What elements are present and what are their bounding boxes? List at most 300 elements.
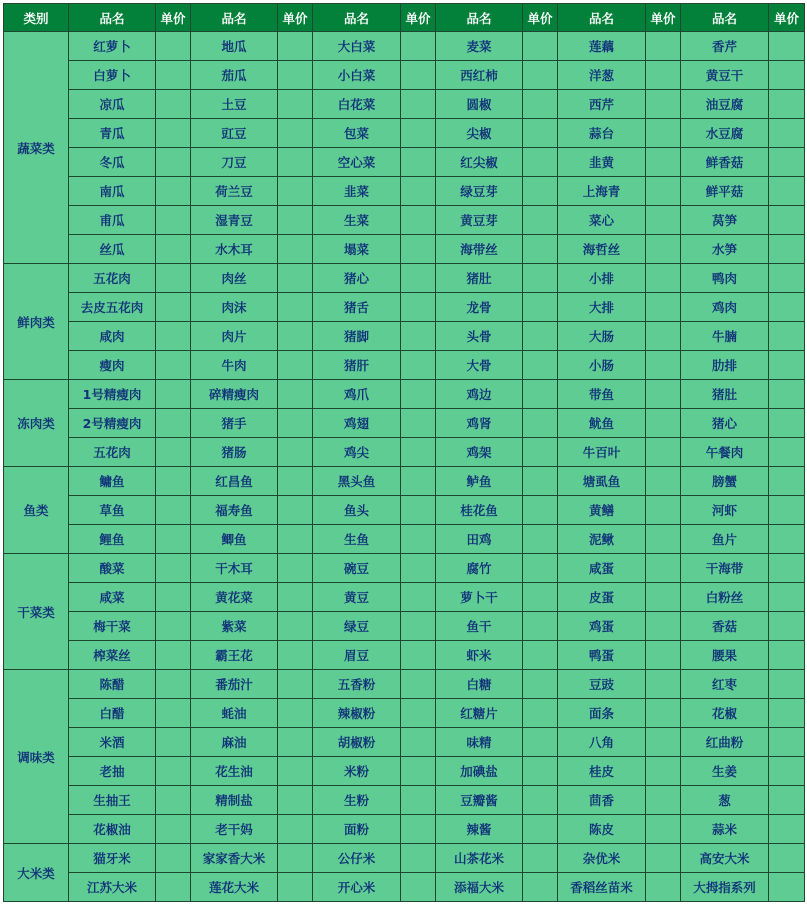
unit-price-cell xyxy=(769,438,805,467)
unit-price-cell xyxy=(156,757,191,786)
item-name-cell: 蒜米 xyxy=(681,815,769,844)
unit-price-cell xyxy=(278,206,313,235)
unit-price-cell xyxy=(523,264,558,293)
unit-price-cell xyxy=(646,757,681,786)
unit-price-cell xyxy=(278,61,313,90)
item-name-cell: 上海青 xyxy=(558,177,646,206)
item-name-cell: 鸭肉 xyxy=(681,264,769,293)
item-name-cell: 2号精瘦肉 xyxy=(69,409,156,438)
item-name-cell: 白糖 xyxy=(436,670,523,699)
item-name-cell: 皮蛋 xyxy=(558,583,646,612)
item-name-cell: 肉片 xyxy=(191,322,278,351)
table-row xyxy=(4,670,805,699)
item-name-cell: 韭菜 xyxy=(313,177,401,206)
unit-price-cell xyxy=(156,699,191,728)
unit-price-cell xyxy=(646,61,681,90)
unit-price-cell xyxy=(769,351,805,380)
item-name-cell: 梅干菜 xyxy=(69,612,156,641)
item-name-cell: 塘虱鱼 xyxy=(558,467,646,496)
item-name-cell: 鲤鱼 xyxy=(69,525,156,554)
item-name-cell: 红曲粉 xyxy=(681,728,769,757)
unit-price-cell xyxy=(523,815,558,844)
unit-price-cell xyxy=(278,235,313,264)
name-header: 品名 xyxy=(681,4,769,32)
item-name-cell: 老干妈 xyxy=(191,815,278,844)
unit-price-cell xyxy=(156,873,191,902)
unit-price-cell xyxy=(156,380,191,409)
item-name-cell: 猪脚 xyxy=(313,322,401,351)
unit-price-cell xyxy=(156,438,191,467)
unit-price-cell xyxy=(523,873,558,902)
unit-price-cell xyxy=(278,612,313,641)
table-row xyxy=(4,409,805,438)
name-header: 品名 xyxy=(313,4,401,32)
unit-price-cell xyxy=(401,554,436,583)
unit-price-cell xyxy=(646,119,681,148)
item-name-cell: 黄花菜 xyxy=(191,583,278,612)
item-name-cell: 家家香大米 xyxy=(191,844,278,873)
unit-price-cell xyxy=(401,583,436,612)
unit-price-cell xyxy=(523,583,558,612)
item-name-cell: 牛百叶 xyxy=(558,438,646,467)
unit-price-cell xyxy=(769,786,805,815)
unit-price-cell xyxy=(278,380,313,409)
item-name-cell: 开心米 xyxy=(313,873,401,902)
unit-price-cell xyxy=(769,235,805,264)
item-name-cell: 鱿鱼 xyxy=(558,409,646,438)
unit-price-cell xyxy=(156,206,191,235)
item-name-cell: 番茄汁 xyxy=(191,670,278,699)
item-name-cell: 眉豆 xyxy=(313,641,401,670)
unit-price-cell xyxy=(523,786,558,815)
unit-price-cell xyxy=(401,699,436,728)
item-name-cell: 茄瓜 xyxy=(191,61,278,90)
table-row xyxy=(4,815,805,844)
item-name-cell: 桂花鱼 xyxy=(436,496,523,525)
unit-price-cell xyxy=(156,612,191,641)
item-name-cell: 陈皮 xyxy=(558,815,646,844)
item-name-cell: 鸡蛋 xyxy=(558,612,646,641)
item-name-cell: 面条 xyxy=(558,699,646,728)
unit-price-cell xyxy=(769,61,805,90)
item-name-cell: 鸡肉 xyxy=(681,293,769,322)
table-row xyxy=(4,235,805,264)
item-name-cell: 肋排 xyxy=(681,351,769,380)
item-name-cell: 海哲丝 xyxy=(558,235,646,264)
item-name-cell: 酸菜 xyxy=(69,554,156,583)
item-name-cell: 小白菜 xyxy=(313,61,401,90)
item-name-cell: 牛腩 xyxy=(681,322,769,351)
unit-price-cell xyxy=(278,583,313,612)
table-row xyxy=(4,641,805,670)
item-name-cell: 猪舌 xyxy=(313,293,401,322)
name-header: 品名 xyxy=(436,4,523,32)
item-name-cell: 咸菜 xyxy=(69,583,156,612)
unit-price-cell xyxy=(769,612,805,641)
unit-price-cell xyxy=(278,264,313,293)
item-name-cell: 红糖片 xyxy=(436,699,523,728)
unit-price-cell xyxy=(278,177,313,206)
item-name-cell: 南瓜 xyxy=(69,177,156,206)
item-name-cell: 生抽王 xyxy=(69,786,156,815)
item-name-cell: 面粉 xyxy=(313,815,401,844)
unit-price-cell xyxy=(523,554,558,583)
table-row xyxy=(4,148,805,177)
unit-price-cell xyxy=(769,90,805,119)
item-name-cell: 味精 xyxy=(436,728,523,757)
item-name-cell: 甫瓜 xyxy=(69,206,156,235)
unit-price-cell xyxy=(769,148,805,177)
unit-price-cell xyxy=(156,583,191,612)
unit-price-cell xyxy=(769,467,805,496)
table-row xyxy=(4,612,805,641)
unit-price-cell xyxy=(278,438,313,467)
unit-price-cell xyxy=(156,554,191,583)
item-name-cell: 水木耳 xyxy=(191,235,278,264)
unit-price-cell xyxy=(401,148,436,177)
item-name-cell: 豇豆 xyxy=(191,119,278,148)
item-name-cell: 大排 xyxy=(558,293,646,322)
unit-price-cell xyxy=(401,293,436,322)
table-row xyxy=(4,728,805,757)
item-name-cell: 杂优米 xyxy=(558,844,646,873)
price-header: 单价 xyxy=(646,4,681,32)
item-name-cell: 鸡肾 xyxy=(436,409,523,438)
item-name-cell: 水豆腐 xyxy=(681,119,769,148)
item-name-cell: 五花肉 xyxy=(69,438,156,467)
item-name-cell: 鱼片 xyxy=(681,525,769,554)
item-name-cell: 添福大米 xyxy=(436,873,523,902)
unit-price-cell xyxy=(646,670,681,699)
unit-price-cell xyxy=(156,815,191,844)
item-name-cell: 五花肉 xyxy=(69,264,156,293)
header-row xyxy=(4,4,805,32)
item-name-cell: 萝卜干 xyxy=(436,583,523,612)
unit-price-cell xyxy=(523,641,558,670)
name-header: 品名 xyxy=(558,4,646,32)
unit-price-cell xyxy=(523,438,558,467)
item-name-cell: 圆椒 xyxy=(436,90,523,119)
item-name-cell: 福寿鱼 xyxy=(191,496,278,525)
unit-price-cell xyxy=(769,728,805,757)
category-cell: 鲜肉类 xyxy=(4,264,69,380)
item-name-cell: 膀蟹 xyxy=(681,467,769,496)
unit-price-cell xyxy=(401,351,436,380)
item-name-cell: 咸肉 xyxy=(69,322,156,351)
unit-price-cell xyxy=(278,496,313,525)
item-name-cell: 田鸡 xyxy=(436,525,523,554)
unit-price-cell xyxy=(646,815,681,844)
item-name-cell: 鲜平菇 xyxy=(681,177,769,206)
price-list-table xyxy=(3,3,805,902)
unit-price-cell xyxy=(156,467,191,496)
unit-price-cell xyxy=(278,119,313,148)
item-name-cell: 绿豆 xyxy=(313,612,401,641)
unit-price-cell xyxy=(278,699,313,728)
unit-price-cell xyxy=(523,670,558,699)
item-name-cell: 塌菜 xyxy=(313,235,401,264)
item-name-cell: 米粉 xyxy=(313,757,401,786)
unit-price-cell xyxy=(278,815,313,844)
item-name-cell: 红枣 xyxy=(681,670,769,699)
table-row xyxy=(4,119,805,148)
item-name-cell: 泥鳅 xyxy=(558,525,646,554)
item-name-cell: 米酒 xyxy=(69,728,156,757)
unit-price-cell xyxy=(646,699,681,728)
unit-price-cell xyxy=(156,177,191,206)
item-name-cell: 霸王花 xyxy=(191,641,278,670)
table-row xyxy=(4,380,805,409)
table-row xyxy=(4,554,805,583)
unit-price-cell xyxy=(278,873,313,902)
table-row xyxy=(4,293,805,322)
item-name-cell: 干木耳 xyxy=(191,554,278,583)
item-name-cell: 鸡边 xyxy=(436,380,523,409)
unit-price-cell xyxy=(278,467,313,496)
item-name-cell: 凉瓜 xyxy=(69,90,156,119)
item-name-cell: 鱼干 xyxy=(436,612,523,641)
unit-price-cell xyxy=(523,844,558,873)
item-name-cell: 碎精瘦肉 xyxy=(191,380,278,409)
unit-price-cell xyxy=(401,119,436,148)
item-name-cell: 香稻丝苗米 xyxy=(558,873,646,902)
unit-price-cell xyxy=(156,728,191,757)
table-row xyxy=(4,873,805,902)
unit-price-cell xyxy=(278,525,313,554)
unit-price-cell xyxy=(156,409,191,438)
item-name-cell: 生粉 xyxy=(313,786,401,815)
unit-price-cell xyxy=(523,380,558,409)
item-name-cell: 绿豆芽 xyxy=(436,177,523,206)
item-name-cell: 花生油 xyxy=(191,757,278,786)
item-name-cell: 公仔米 xyxy=(313,844,401,873)
item-name-cell: 黑头鱼 xyxy=(313,467,401,496)
unit-price-cell xyxy=(278,409,313,438)
table-row xyxy=(4,351,805,380)
category-header: 类别 xyxy=(4,4,69,32)
item-name-cell: 榨菜丝 xyxy=(69,641,156,670)
item-name-cell: 鱼头 xyxy=(313,496,401,525)
unit-price-cell xyxy=(401,844,436,873)
item-name-cell: 白萝卜 xyxy=(69,61,156,90)
unit-price-cell xyxy=(523,293,558,322)
item-name-cell: 碗豆 xyxy=(313,554,401,583)
unit-price-cell xyxy=(523,32,558,61)
unit-price-cell xyxy=(646,873,681,902)
unit-price-cell xyxy=(156,235,191,264)
unit-price-cell xyxy=(401,815,436,844)
item-name-cell: 陈醋 xyxy=(69,670,156,699)
table-row xyxy=(4,699,805,728)
unit-price-cell xyxy=(278,757,313,786)
unit-price-cell xyxy=(401,235,436,264)
item-name-cell: 菜心 xyxy=(558,206,646,235)
unit-price-cell xyxy=(646,409,681,438)
table-row xyxy=(4,206,805,235)
item-name-cell: 鸡尖 xyxy=(313,438,401,467)
unit-price-cell xyxy=(769,206,805,235)
item-name-cell: 生鱼 xyxy=(313,525,401,554)
unit-price-cell xyxy=(401,873,436,902)
item-name-cell: 咸蛋 xyxy=(558,554,646,583)
item-name-cell: 精制盐 xyxy=(191,786,278,815)
unit-price-cell xyxy=(769,525,805,554)
unit-price-cell xyxy=(523,728,558,757)
unit-price-cell xyxy=(278,90,313,119)
item-name-cell: 八角 xyxy=(558,728,646,757)
table-row xyxy=(4,438,805,467)
item-name-cell: 红萝卜 xyxy=(69,32,156,61)
unit-price-cell xyxy=(523,206,558,235)
unit-price-cell xyxy=(156,148,191,177)
unit-price-cell xyxy=(156,293,191,322)
unit-price-cell xyxy=(278,148,313,177)
unit-price-cell xyxy=(156,641,191,670)
unit-price-cell xyxy=(646,380,681,409)
item-name-cell: 荷兰豆 xyxy=(191,177,278,206)
unit-price-cell xyxy=(646,554,681,583)
unit-price-cell xyxy=(401,438,436,467)
price-header: 单价 xyxy=(278,4,313,32)
category-cell: 干菜类 xyxy=(4,554,69,670)
unit-price-cell xyxy=(156,786,191,815)
unit-price-cell xyxy=(156,61,191,90)
unit-price-cell xyxy=(278,786,313,815)
item-name-cell: 花椒 xyxy=(681,699,769,728)
unit-price-cell xyxy=(769,873,805,902)
item-name-cell: 瘦肉 xyxy=(69,351,156,380)
unit-price-cell xyxy=(523,612,558,641)
unit-price-cell xyxy=(769,177,805,206)
item-name-cell: 高安大米 xyxy=(681,844,769,873)
item-name-cell: 带鱼 xyxy=(558,380,646,409)
unit-price-cell xyxy=(278,728,313,757)
unit-price-cell xyxy=(401,757,436,786)
item-name-cell: 茴香 xyxy=(558,786,646,815)
item-name-cell: 胡椒粉 xyxy=(313,728,401,757)
item-name-cell: 大肠 xyxy=(558,322,646,351)
unit-price-cell xyxy=(769,119,805,148)
unit-price-cell xyxy=(769,670,805,699)
unit-price-cell xyxy=(646,525,681,554)
unit-price-cell xyxy=(401,409,436,438)
unit-price-cell xyxy=(401,177,436,206)
item-name-cell: 腰果 xyxy=(681,641,769,670)
unit-price-cell xyxy=(401,612,436,641)
item-name-cell: 生姜 xyxy=(681,757,769,786)
table-row xyxy=(4,757,805,786)
unit-price-cell xyxy=(156,351,191,380)
unit-price-cell xyxy=(523,90,558,119)
table-row xyxy=(4,177,805,206)
unit-price-cell xyxy=(156,264,191,293)
item-name-cell: 豆豉 xyxy=(558,670,646,699)
item-name-cell: 麦菜 xyxy=(436,32,523,61)
item-name-cell: 鳙鱼 xyxy=(69,467,156,496)
unit-price-cell xyxy=(646,728,681,757)
unit-price-cell xyxy=(156,119,191,148)
item-name-cell: 鸡翅 xyxy=(313,409,401,438)
unit-price-cell xyxy=(401,496,436,525)
unit-price-cell xyxy=(646,438,681,467)
unit-price-cell xyxy=(769,32,805,61)
unit-price-cell xyxy=(156,322,191,351)
price-header: 单价 xyxy=(156,4,191,32)
item-name-cell: 豆瓣酱 xyxy=(436,786,523,815)
unit-price-cell xyxy=(401,206,436,235)
item-name-cell: 去皮五花肉 xyxy=(69,293,156,322)
unit-price-cell xyxy=(646,148,681,177)
item-name-cell: 洋葱 xyxy=(558,61,646,90)
table-row xyxy=(4,583,805,612)
unit-price-cell xyxy=(769,641,805,670)
item-name-cell: 肉沫 xyxy=(191,293,278,322)
table-row xyxy=(4,467,805,496)
item-name-cell: 黄豆 xyxy=(313,583,401,612)
category-cell: 冻肉类 xyxy=(4,380,69,467)
item-name-cell: 紫菜 xyxy=(191,612,278,641)
unit-price-cell xyxy=(769,380,805,409)
item-name-cell: 肉丝 xyxy=(191,264,278,293)
item-name-cell: 冬瓜 xyxy=(69,148,156,177)
item-name-cell: 丝瓜 xyxy=(69,235,156,264)
item-name-cell: 黄鳝 xyxy=(558,496,646,525)
unit-price-cell xyxy=(278,293,313,322)
category-cell: 蔬菜类 xyxy=(4,32,69,264)
item-name-cell: 虾米 xyxy=(436,641,523,670)
item-name-cell: 海带丝 xyxy=(436,235,523,264)
item-name-cell: 白花菜 xyxy=(313,90,401,119)
item-name-cell: 干海带 xyxy=(681,554,769,583)
item-name-cell: 鲫鱼 xyxy=(191,525,278,554)
item-name-cell: 猪肚 xyxy=(436,264,523,293)
unit-price-cell xyxy=(646,467,681,496)
unit-price-cell xyxy=(278,554,313,583)
unit-price-cell xyxy=(769,322,805,351)
item-name-cell: 红尖椒 xyxy=(436,148,523,177)
item-name-cell: 桂皮 xyxy=(558,757,646,786)
item-name-cell: 香菇 xyxy=(681,612,769,641)
item-name-cell: 小排 xyxy=(558,264,646,293)
price-header: 单价 xyxy=(769,4,805,32)
unit-price-cell xyxy=(523,235,558,264)
table-row xyxy=(4,786,805,815)
item-name-cell: 猪心 xyxy=(313,264,401,293)
item-name-cell: 尖椒 xyxy=(436,119,523,148)
item-name-cell: 猪手 xyxy=(191,409,278,438)
item-name-cell: 香芹 xyxy=(681,32,769,61)
item-name-cell: 1号精瘦肉 xyxy=(69,380,156,409)
unit-price-cell xyxy=(278,32,313,61)
item-name-cell: 西芹 xyxy=(558,90,646,119)
item-name-cell: 龙骨 xyxy=(436,293,523,322)
unit-price-cell xyxy=(523,61,558,90)
item-name-cell: 地瓜 xyxy=(191,32,278,61)
unit-price-cell xyxy=(646,235,681,264)
table-row xyxy=(4,525,805,554)
unit-price-cell xyxy=(278,351,313,380)
item-name-cell: 油豆腐 xyxy=(681,90,769,119)
unit-price-cell xyxy=(646,844,681,873)
category-cell: 调味类 xyxy=(4,670,69,844)
item-name-cell: 猪心 xyxy=(681,409,769,438)
item-name-cell: 江苏大米 xyxy=(69,873,156,902)
unit-price-cell xyxy=(646,206,681,235)
table-row xyxy=(4,264,805,293)
item-name-cell: 白醋 xyxy=(69,699,156,728)
unit-price-cell xyxy=(401,467,436,496)
unit-price-cell xyxy=(769,757,805,786)
